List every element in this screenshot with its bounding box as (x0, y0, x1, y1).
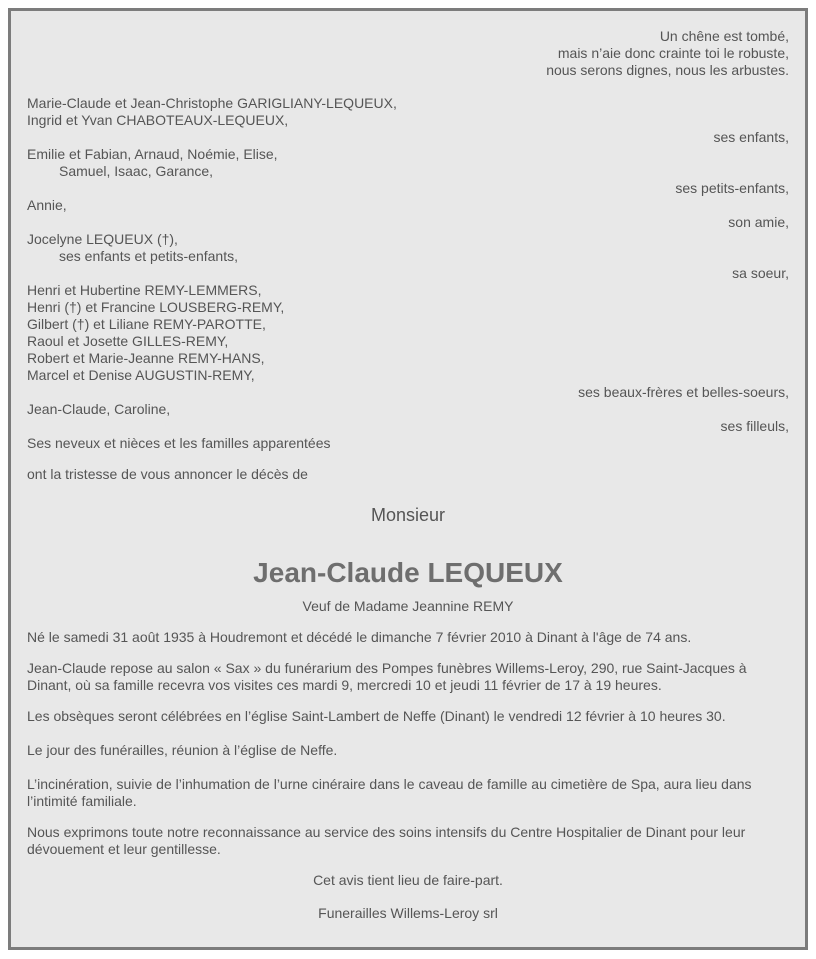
family-role: ses beaux-frères et belles-soeurs, (578, 384, 789, 400)
family-member: Henri (†) et Francine LOUSBERG-REMY, (27, 299, 285, 315)
poem (27, 28, 789, 79)
family-member: Jocelyne LEQUEUX (†), (27, 231, 178, 247)
family-list (27, 95, 789, 452)
cremation-paragraph: L’incinération, suivie de l’inhumation de l’urne cinéraire dans le caveau de famille au cimetière de Spa, aura lieu dans l’intimité familiale. (27, 776, 752, 809)
poem-line: Un chêne est tombé, (659, 28, 789, 44)
family-member: Emilie et Fabian, Arnaud, Noémie, Elise, (27, 146, 278, 162)
family-member: Marcel et Denise AUGUSTIN-REMY, (27, 367, 255, 383)
poem-line: nous serons dignes, nous les arbustes. (546, 62, 789, 78)
family-member: Ses neveux et nièces et les familles apparentées (27, 435, 331, 451)
family-member: Marie-Claude et Jean-Christophe GARIGLIANY-LEQUEUX, (27, 95, 397, 111)
family-role: sa soeur, (732, 265, 789, 281)
family-role: ses petits-enfants, (675, 180, 789, 196)
meeting-paragraph: Le jour des funérailles, réunion à l’église de Neffe. (27, 742, 338, 758)
thanks-paragraph: Nous exprimons toute notre reconnaissance au service des soins intensifs du Centre Hospitalier de Dinant pour leur dévouement et leur gentillesse. (27, 824, 746, 857)
funeral-home: Funerailles Willems-Leroy srl (318, 905, 498, 921)
funeral-paragraph: Les obsèques seront célébrées en l’église Saint-Lambert de Neffe (Dinant) le vendredi 12 février à 10 heures 30. (27, 708, 726, 724)
family-role: ses enfants, (713, 129, 789, 145)
deceased-name: Jean-Claude LEQUEUX (253, 557, 563, 588)
notice-line: Cet avis tient lieu de faire-part. (313, 872, 503, 888)
family-role: son amie, (728, 214, 789, 230)
birth-death-paragraph: Né le samedi 31 août 1935 à Houdremont et décédé le dimanche 7 février 2010 à Dinant à l'âge de 74 ans. (27, 629, 692, 645)
obituary-content (27, 28, 789, 922)
family-role: ses filleuls, (720, 418, 789, 434)
family-member: Gilbert (†) et Liliane REMY-PAROTTE, (27, 316, 266, 332)
family-member: Raoul et Josette GILLES-REMY, (27, 333, 229, 349)
family-member: Henri et Hubertine REMY-LEMMERS, (27, 282, 262, 298)
poem-line: mais n’aie donc crainte toi le robuste, (557, 45, 789, 61)
family-member: Ingrid et Yvan CHABOTEAUX-LEQUEUX, (27, 112, 289, 128)
honorific: Monsieur (370, 505, 446, 525)
viewing-paragraph: Jean-Claude repose au salon « Sax » du funérarium des Pompes funèbres Willems-Leroy, 290, rue Saint-Jacques à Dinant, où sa famille recevra vos visites ces mardi 9, mercredi 10 et jeudi 11 février de 17 à 19 heures. (27, 660, 747, 693)
announcement: ont la tristesse de vous annoncer le décès de (27, 466, 308, 482)
obituary-frame (8, 8, 808, 950)
widower-line: Veuf de Madame Jeannine REMY (302, 598, 514, 614)
family-member: Robert et Marie-Jeanne REMY-HANS, (27, 350, 265, 366)
family-member: Annie, (27, 197, 67, 213)
family-member: ses enfants et petits-enfants, (59, 248, 238, 264)
family-member: Samuel, Isaac, Garance, (59, 163, 214, 179)
family-member: Jean-Claude, Caroline, (27, 401, 171, 417)
